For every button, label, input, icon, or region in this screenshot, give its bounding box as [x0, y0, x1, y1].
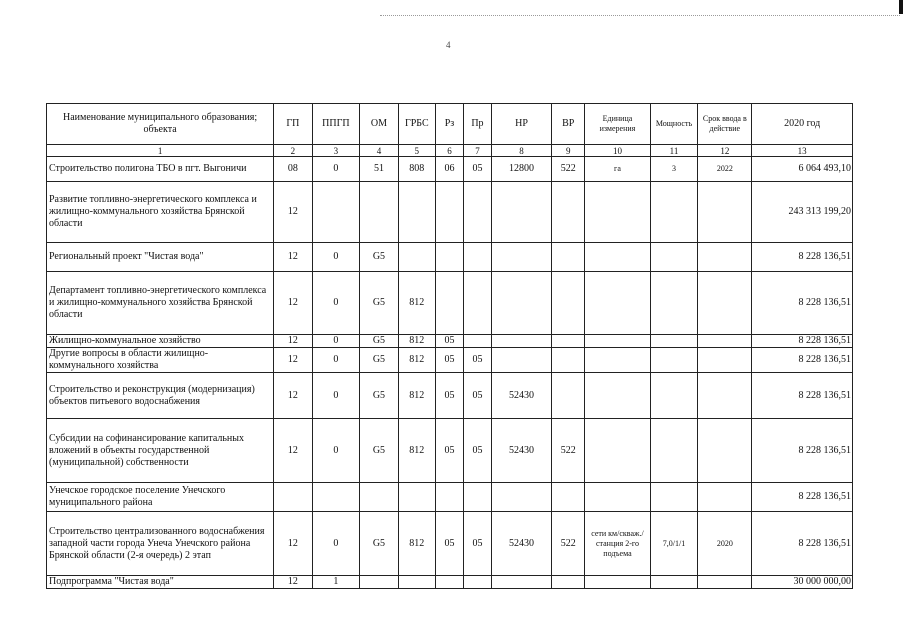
cell-gp: 12	[274, 419, 312, 483]
table-row	[47, 243, 853, 272]
cell-capacity	[650, 335, 698, 348]
cell-deadline: 2022	[698, 157, 752, 182]
cell-rz	[435, 182, 463, 243]
cell-om	[360, 483, 398, 512]
cell-vr	[552, 373, 585, 419]
cell-grbs: 812	[398, 419, 435, 483]
cell-vr	[552, 483, 585, 512]
cell-capacity	[650, 272, 698, 335]
cell-ppgp: 0	[312, 243, 360, 272]
cell-name: Региональный проект "Чистая вода"	[47, 243, 274, 272]
table-row	[47, 348, 853, 373]
cell-grbs	[398, 182, 435, 243]
cell-gp: 12	[274, 373, 312, 419]
cell-grbs: 812	[398, 512, 435, 576]
cell-pr	[463, 335, 491, 348]
cell-rz	[435, 483, 463, 512]
column-number: 8	[491, 145, 551, 157]
cell-om: G5	[360, 512, 398, 576]
header-pr: Пр	[463, 104, 491, 145]
cell-grbs: 812	[398, 373, 435, 419]
cell-deadline	[698, 243, 752, 272]
header-deadline: Срок ввода в действие	[698, 104, 752, 145]
cell-unit	[585, 348, 650, 373]
cell-vr: 522	[552, 419, 585, 483]
cell-unit	[585, 182, 650, 243]
cell-om: G5	[360, 373, 398, 419]
cell-gp: 08	[274, 157, 312, 182]
cell-nr	[491, 335, 551, 348]
cell-amount: 30 000 000,00	[752, 576, 853, 589]
cell-nr	[491, 182, 551, 243]
cell-unit	[585, 419, 650, 483]
column-number: 5	[398, 145, 435, 157]
cell-nr	[491, 243, 551, 272]
cell-vr: 522	[552, 157, 585, 182]
cell-amount: 243 313 199,20	[752, 182, 853, 243]
header-unit: Единица измерения	[585, 104, 650, 145]
table-row	[47, 483, 853, 512]
column-number: 10	[585, 145, 650, 157]
cell-unit	[585, 272, 650, 335]
cell-capacity	[650, 182, 698, 243]
cell-amount: 8 228 136,51	[752, 272, 853, 335]
page-number: 4	[446, 40, 451, 50]
cell-ppgp	[312, 182, 360, 243]
cell-deadline	[698, 483, 752, 512]
table-row	[47, 419, 853, 483]
cell-unit	[585, 373, 650, 419]
cell-capacity	[650, 483, 698, 512]
cell-vr	[552, 576, 585, 589]
cell-amount: 8 228 136,51	[752, 335, 853, 348]
column-number: 3	[312, 145, 360, 157]
cell-gp: 12	[274, 348, 312, 373]
cell-pr	[463, 576, 491, 589]
cell-gp: 12	[274, 272, 312, 335]
cell-vr	[552, 335, 585, 348]
header-ppgp: ППГП	[312, 104, 360, 145]
column-number: 9	[552, 145, 585, 157]
cell-grbs: 808	[398, 157, 435, 182]
cell-grbs	[398, 576, 435, 589]
header-nr: НР	[491, 104, 551, 145]
scan-edge-mark	[899, 0, 903, 14]
cell-pr	[463, 272, 491, 335]
cell-nr: 52430	[491, 373, 551, 419]
cell-vr	[552, 348, 585, 373]
cell-gp: 12	[274, 243, 312, 272]
cell-amount: 8 228 136,51	[752, 483, 853, 512]
header-capacity: Мощность	[650, 104, 698, 145]
cell-om: G5	[360, 348, 398, 373]
cell-grbs: 812	[398, 335, 435, 348]
cell-om: 51	[360, 157, 398, 182]
cell-name: Департамент топливно-энергетического комплекса и жилищно-коммунального хозяйства Брянской области	[47, 272, 274, 335]
cell-nr: 52430	[491, 512, 551, 576]
cell-nr: 52430	[491, 419, 551, 483]
cell-nr: 12800	[491, 157, 551, 182]
cell-unit	[585, 335, 650, 348]
table-header-row	[47, 104, 853, 145]
table-row	[47, 335, 853, 348]
cell-om: G5	[360, 335, 398, 348]
cell-name: Унечское городское поселение Унечского муниципального района	[47, 483, 274, 512]
cell-pr: 05	[463, 373, 491, 419]
cell-ppgp: 0	[312, 373, 360, 419]
cell-name: Субсидии на софинансирование капитальных вложений в объекты государственной (муниципальной) собственности	[47, 419, 274, 483]
header-name: Наименование муниципального образования; объекта	[47, 104, 274, 145]
cell-amount: 8 228 136,51	[752, 512, 853, 576]
header-grbs: ГРБС	[398, 104, 435, 145]
cell-nr	[491, 576, 551, 589]
cell-pr: 05	[463, 419, 491, 483]
column-number: 2	[274, 145, 312, 157]
cell-ppgp: 0	[312, 419, 360, 483]
cell-capacity: 7,0/1/1	[650, 512, 698, 576]
cell-ppgp: 0	[312, 348, 360, 373]
column-number: 12	[698, 145, 752, 157]
cell-nr	[491, 272, 551, 335]
cell-ppgp: 1	[312, 576, 360, 589]
column-number: 6	[435, 145, 463, 157]
header-om: ОМ	[360, 104, 398, 145]
cell-capacity	[650, 419, 698, 483]
cell-gp: 12	[274, 335, 312, 348]
column-number: 11	[650, 145, 698, 157]
cell-pr: 05	[463, 157, 491, 182]
cell-deadline	[698, 272, 752, 335]
header-vr: ВР	[552, 104, 585, 145]
cell-vr	[552, 243, 585, 272]
header-gp: ГП	[274, 104, 312, 145]
cell-deadline	[698, 373, 752, 419]
column-number: 4	[360, 145, 398, 157]
cell-capacity	[650, 348, 698, 373]
table-row	[47, 157, 853, 182]
cell-om: G5	[360, 272, 398, 335]
cell-om	[360, 576, 398, 589]
cell-rz: 05	[435, 348, 463, 373]
cell-deadline	[698, 182, 752, 243]
cell-pr: 05	[463, 512, 491, 576]
cell-capacity	[650, 243, 698, 272]
cell-name: Строительство и реконструкция (модернизация) объектов питьевого водоснабжения	[47, 373, 274, 419]
cell-pr	[463, 182, 491, 243]
cell-vr: 522	[552, 512, 585, 576]
cell-deadline: 2020	[698, 512, 752, 576]
cell-rz: 06	[435, 157, 463, 182]
cell-rz	[435, 576, 463, 589]
cell-rz: 05	[435, 419, 463, 483]
cell-amount: 6 064 493,10	[752, 157, 853, 182]
table-row	[47, 576, 853, 589]
cell-name: Развитие топливно-энергетического комплекса и жилищно-коммунального хозяйства Брянской области	[47, 182, 274, 243]
table-row	[47, 272, 853, 335]
cell-amount: 8 228 136,51	[752, 243, 853, 272]
cell-rz: 05	[435, 335, 463, 348]
cell-name: Другие вопросы в области жилищно-коммунального хозяйства	[47, 348, 274, 373]
cell-grbs: 812	[398, 272, 435, 335]
cell-deadline	[698, 348, 752, 373]
column-number: 1	[47, 145, 274, 157]
cell-rz: 05	[435, 512, 463, 576]
cell-gp	[274, 483, 312, 512]
budget-table	[46, 103, 853, 589]
cell-pr: 05	[463, 348, 491, 373]
cell-unit	[585, 483, 650, 512]
cell-name: Подпрограмма "Чистая вода"	[47, 576, 274, 589]
cell-om: G5	[360, 243, 398, 272]
cell-nr	[491, 483, 551, 512]
cell-rz	[435, 243, 463, 272]
table-row	[47, 373, 853, 419]
column-number-row	[47, 145, 853, 157]
scan-artifact-line	[380, 15, 900, 16]
cell-vr	[552, 272, 585, 335]
cell-ppgp: 0	[312, 272, 360, 335]
cell-ppgp: 0	[312, 335, 360, 348]
cell-gp: 12	[274, 182, 312, 243]
cell-unit: сети км/скваж./станция 2-го подъема	[585, 512, 650, 576]
cell-deadline	[698, 335, 752, 348]
header-year: 2020 год	[752, 104, 853, 145]
cell-unit	[585, 576, 650, 589]
cell-om: G5	[360, 419, 398, 483]
cell-gp: 12	[274, 512, 312, 576]
cell-capacity: 3	[650, 157, 698, 182]
table-row	[47, 512, 853, 576]
cell-rz	[435, 272, 463, 335]
column-number: 7	[463, 145, 491, 157]
cell-deadline	[698, 419, 752, 483]
cell-grbs	[398, 483, 435, 512]
cell-ppgp	[312, 483, 360, 512]
cell-vr	[552, 182, 585, 243]
cell-grbs	[398, 243, 435, 272]
header-rz: Рз	[435, 104, 463, 145]
cell-om	[360, 182, 398, 243]
cell-name: Строительство полигона ТБО в пгт. Выгоничи	[47, 157, 274, 182]
cell-unit	[585, 243, 650, 272]
cell-amount: 8 228 136,51	[752, 419, 853, 483]
cell-ppgp: 0	[312, 157, 360, 182]
cell-pr	[463, 483, 491, 512]
cell-deadline	[698, 576, 752, 589]
table-row	[47, 182, 853, 243]
cell-capacity	[650, 373, 698, 419]
cell-gp: 12	[274, 576, 312, 589]
cell-ppgp: 0	[312, 512, 360, 576]
cell-name: Жилищно-коммунальное хозяйство	[47, 335, 274, 348]
cell-amount: 8 228 136,51	[752, 373, 853, 419]
cell-nr	[491, 348, 551, 373]
cell-capacity	[650, 576, 698, 589]
column-number: 13	[752, 145, 853, 157]
cell-unit: га	[585, 157, 650, 182]
cell-grbs: 812	[398, 348, 435, 373]
cell-amount: 8 228 136,51	[752, 348, 853, 373]
cell-rz: 05	[435, 373, 463, 419]
cell-name: Строительство централизованного водоснабжения западной части города Унеча Унечского района Брянской области (2-я очередь) 2 этап	[47, 512, 274, 576]
cell-pr	[463, 243, 491, 272]
